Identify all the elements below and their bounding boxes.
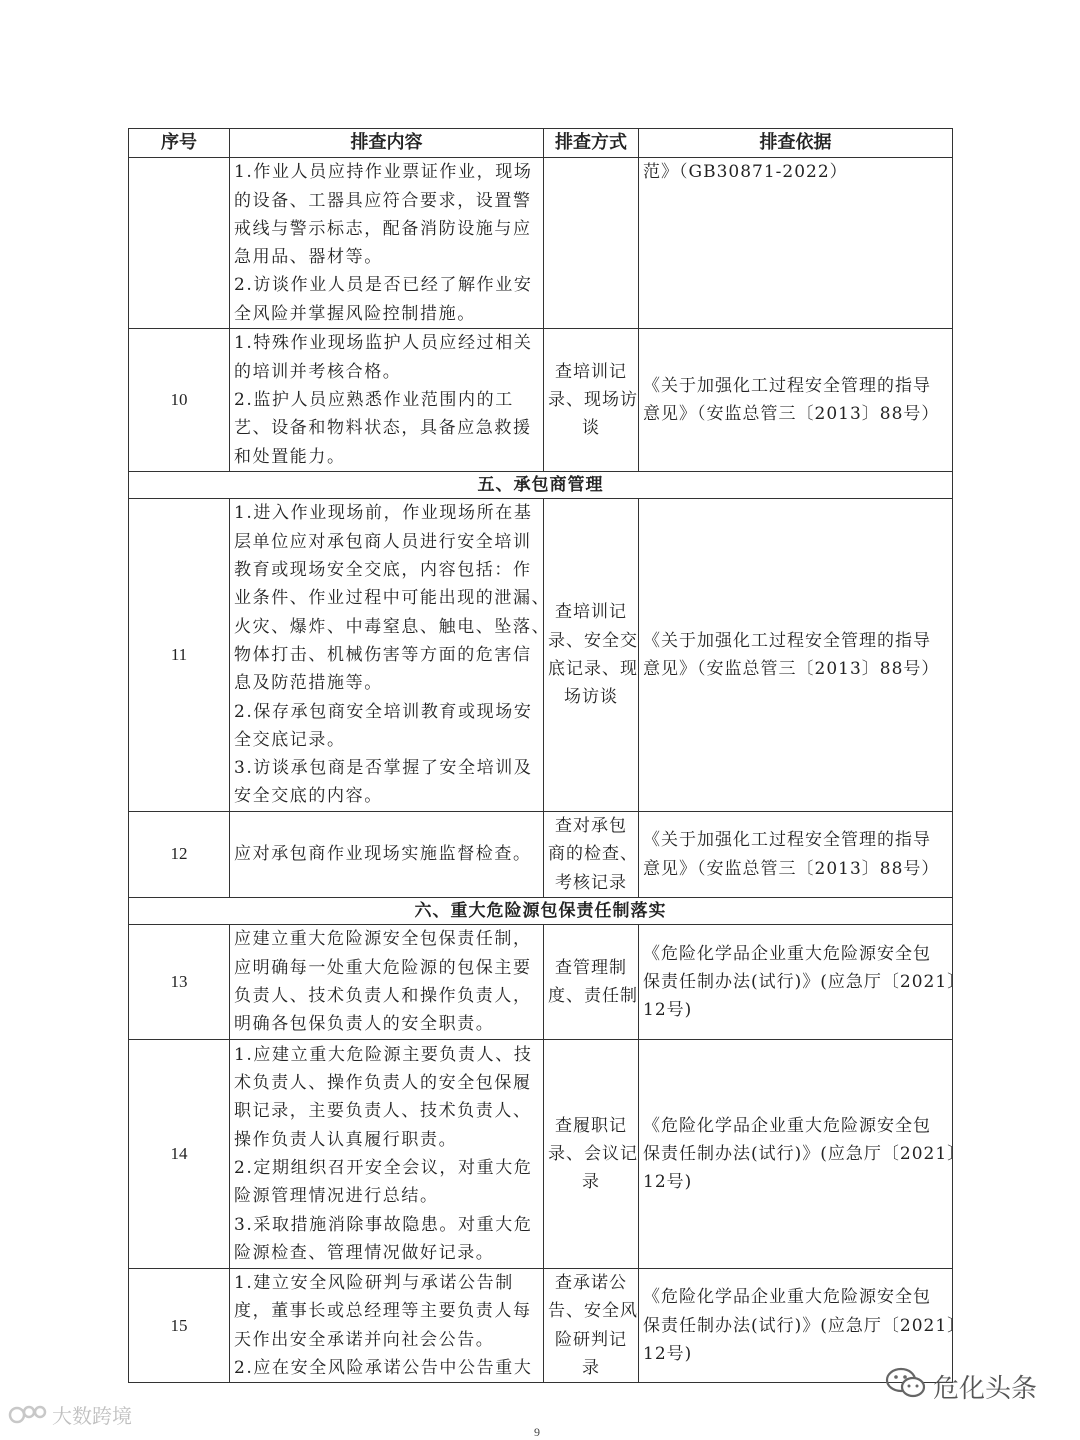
basis-line: 《危险化学品企业重大危险源安全包 [643,1287,931,1308]
method-line: 场访谈 [564,687,618,708]
method-line: 查对承包 [555,816,627,837]
content-line: 2.保存承包商安全培训教育或现场安 [234,701,533,722]
method-line: 查培训记 [555,361,627,382]
content-line: 1.特殊作业现场监护人员应经过相关 [234,333,533,354]
basis-line: 意见》（安监总管三〔2013〕88号） [643,659,940,680]
basis-line: 意见》（安监总管三〔2013〕88号） [643,404,940,425]
content-line: 全风险并掌握风险控制措施。 [234,303,476,324]
basis-line: 保责任制办法(试行)》(应急厅〔2021〕 [643,1315,966,1336]
row-seq: 11 [129,499,230,812]
row-content [230,1269,544,1383]
watermark-right-text: 危化头条 [933,1374,1038,1404]
content-line: 教育或现场安全交底，内容包括：作 [234,560,532,581]
basis-line: 《关于加强化工过程安全管理的指导 [643,830,931,851]
watermark-right [885,1366,1037,1407]
method-line: 考核记录 [555,872,627,893]
header-method: 排查方式 [544,129,639,158]
content-line: 1.建立安全风险研判与承诺公告制 [234,1273,514,1294]
row-content [230,1040,544,1269]
method-line: 底记录、现 [548,659,638,680]
method-line: 险研判记 [555,1329,627,1350]
content-line: 2.访谈作业人员是否已经了解作业安 [234,275,533,296]
content-line: 急用品、器材等。 [234,247,383,268]
method-line: 商的检查、 [548,844,638,865]
content-line: 艺、设备和物料状态，具备应急救援 [234,418,532,439]
basis-line: 12号) [643,1343,693,1364]
row-content [230,925,544,1040]
content-line: 和处置能力。 [234,446,346,467]
basis-line: 范》（GB30871-2022） [643,162,848,183]
row-basis [639,1040,966,1269]
content-line: 3.采取措施消除事故隐患。对重大危 [234,1214,533,1235]
basis-line: 意见》（安监总管三〔2013〕88号） [643,858,940,879]
method-line: 录 [582,1357,600,1378]
content-line: 火灾、爆炸、中毒窒息、触电、坠落、 [234,616,551,637]
table-row [129,158,953,329]
basis-line: 《关于加强化工过程安全管理的指导 [643,375,931,396]
inspection-table [128,128,966,1383]
method-line: 录、会议记 [548,1143,638,1164]
method-line: 告、安全风 [548,1301,638,1322]
content-line: 术负责人、操作负责人的安全包保履 [234,1073,532,1094]
table-row [129,1040,953,1269]
row-method [544,812,639,898]
method-line: 查承诺公 [555,1273,627,1294]
method-line: 录、安全交 [548,630,638,651]
table-row [129,925,953,1040]
content-line: 险源检查、管理情况做好记录。 [234,1242,495,1263]
table-row [129,1269,953,1383]
content-line: 明确各包保负责人的安全职责。 [234,1014,495,1035]
row-content [230,812,544,898]
basis-line: 保责任制办法(试行)》(应急厅〔2021〕 [643,1143,966,1164]
content-line: 全交底记录。 [234,729,346,750]
content-line: 1.作业人员应持作业票证作业，现场 [234,162,533,183]
method-line: 查履职记 [555,1115,627,1136]
method-line: 谈 [582,418,600,439]
section-row [129,472,953,499]
content-line: 物体打击、机械伤害等方面的危害信 [234,644,532,665]
content-line: 天作出安全承诺并向社会公告。 [234,1329,495,1350]
content-line: 安全交底的内容。 [234,786,383,807]
content-line: 职记录，主要负责人、技术负责人、 [234,1101,532,1122]
content-line: 操作负责人认真履行职责。 [234,1129,458,1150]
content-line: 层单位应对承包商人员进行安全培训 [234,531,532,552]
header-seq: 序号 [129,129,230,158]
content-line: 的培训并考核合格。 [234,361,402,382]
row-seq: 10 [129,329,230,472]
row-method [544,1040,639,1269]
content-line: 险源管理情况进行总结。 [234,1186,439,1207]
method-line: 录、现场访 [548,389,638,410]
row-method [544,329,639,472]
method-line: 查管理制 [555,957,627,978]
page-number: 9 [534,1425,540,1439]
section-title-contractor: 五、承包商管理 [129,472,953,499]
basis-line: 保责任制办法(试行)》(应急厅〔2021〕 [643,971,966,992]
content-line: 2.定期组织召开安全会议，对重大危 [234,1158,533,1179]
content-line: 应明确每一处重大危险源的包保主要 [234,957,532,978]
content-line: 3.访谈承包商是否掌握了安全培训及 [234,758,533,779]
row-method [544,925,639,1040]
row-basis [639,329,953,472]
content-line: 的设备、工器具应符合要求，设置警 [234,190,532,211]
table-header-row [129,129,953,158]
content-line: 应对承包商作业现场实施监督检查。 [234,844,532,865]
row-basis [639,925,966,1040]
content-line: 1.进入作业现场前，作业现场所在基 [234,503,533,524]
row-seq: 12 [129,812,230,898]
method-line: 录 [582,1172,600,1193]
wechat-icon [885,1366,927,1407]
row-seq: 14 [129,1040,230,1269]
content-line: 息及防范措施等。 [234,673,383,694]
row-seq: 15 [129,1269,230,1383]
method-line: 度、责任制 [548,986,638,1007]
header-content: 排查内容 [230,129,544,158]
table-row [129,499,953,812]
content-line: 业条件、作业过程中可能出现的泄漏、 [234,588,551,609]
content-line: 2.应在安全风险承诺公告中公告重大 [234,1357,533,1378]
row-content [230,499,551,812]
content-line: 戒线与警示标志，配备消防设施与应 [234,218,532,239]
basis-line: 《危险化学品企业重大危险源安全包 [643,1115,931,1136]
section-title-hazard: 六、重大危险源包保责任制落实 [129,898,953,925]
row-seq: 13 [129,925,230,1040]
row-seq [129,158,230,329]
basis-line: 《关于加强化工过程安全管理的指导 [643,630,931,651]
content-line: 2.监护人员应熟悉作业范围内的工 [234,389,514,410]
row-method [544,1269,639,1383]
content-line: 度，董事长或总经理等主要负责人每 [234,1301,532,1322]
link-logo-icon [8,1404,48,1426]
section-row [129,898,953,925]
watermark-left [8,1400,132,1429]
basis-line: 12号) [643,1172,693,1193]
content-line: 1.应建立重大危险源主要负责人、技 [234,1044,533,1065]
method-line: 查培训记 [555,602,627,623]
row-basis [639,499,953,812]
table-row [129,812,953,898]
row-basis [639,812,953,898]
row-content [230,329,544,472]
basis-line: 《危险化学品企业重大危险源安全包 [643,943,931,964]
watermark-left-text: 大数跨境 [52,1404,132,1428]
row-method [544,158,639,329]
content-line: 负责人、技术负责人和操作负责人， [234,986,532,1007]
header-basis: 排查依据 [639,129,953,158]
row-content [230,158,544,329]
content-line: 应建立重大危险源安全包保责任制， [234,929,532,950]
basis-line: 12号) [643,1000,693,1021]
row-method [544,499,639,812]
row-basis [639,158,953,329]
table-row [129,329,953,472]
